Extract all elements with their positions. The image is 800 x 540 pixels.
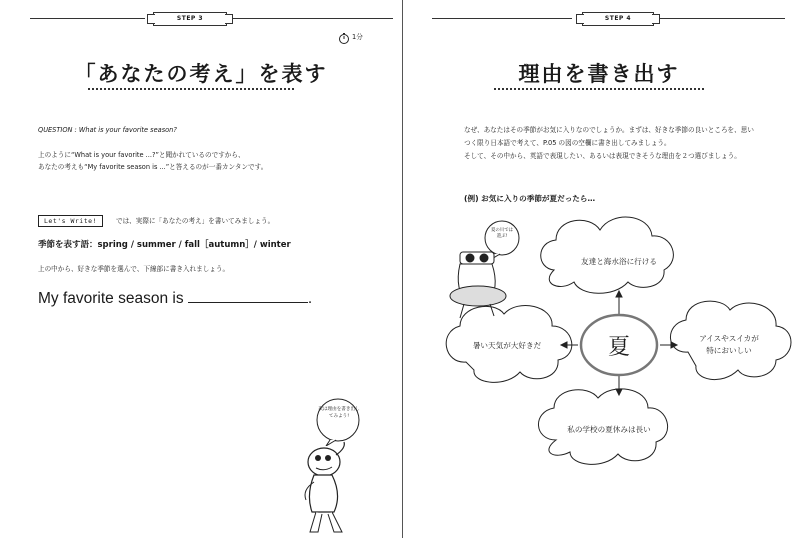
answer-sentence bbox=[38, 290, 312, 308]
question: QUESTION : What is your favorite season? bbox=[38, 126, 177, 134]
step-ribbon: STEP 4 bbox=[582, 12, 654, 26]
timer-icon bbox=[338, 29, 350, 48]
timer-label: 1分 bbox=[352, 33, 363, 41]
cloud-right-line-1: アイスやスイカが bbox=[699, 334, 759, 343]
intro-line-3: そして、その中から、英語で表現したい、あるいは表現できそうな理由を２つ選びましょう。 bbox=[464, 152, 741, 160]
intro-line-2: つく限り日本語で考えて、P.05 の図の空欄に書き出してみましょう。 bbox=[464, 139, 671, 147]
right-page bbox=[404, 0, 800, 538]
cloud-right-text bbox=[684, 333, 774, 357]
answer-blank[interactable] bbox=[188, 290, 308, 303]
mascot-character-left bbox=[296, 440, 356, 540]
title-underline bbox=[88, 88, 294, 90]
cloud-top-text: 友達と海水浴に行ける bbox=[581, 257, 657, 266]
season-words: 季節を表す語：spring / summer / fall［autumn］/ winter bbox=[38, 240, 291, 250]
step-ribbon: STEP 3 bbox=[153, 12, 227, 26]
page-title: 「あなたの考え」を表す bbox=[74, 61, 328, 86]
example-heading: (例) お気に入りの季節が夏だったら… bbox=[464, 194, 596, 203]
sentence-period: . bbox=[307, 290, 313, 307]
speech-bubble-text: 次は理由を書き出してみよう! bbox=[318, 407, 360, 419]
step-rule-left bbox=[432, 18, 572, 19]
title-underline bbox=[494, 88, 704, 90]
page-title: 理由を書き出す bbox=[518, 61, 680, 86]
step-rule-right bbox=[660, 18, 785, 19]
cloud-bottom-text: 私の学校の夏休みは長い bbox=[567, 425, 651, 434]
page-gutter bbox=[402, 0, 403, 538]
lets-write-note: では、実際に「あなたの考え」を書いてみましょう。 bbox=[116, 217, 275, 225]
cloud-right-line-2: 特においしい bbox=[706, 346, 752, 355]
step-rule-right bbox=[233, 18, 393, 19]
cloud-left-text: 暑い天気が大好きだ bbox=[472, 341, 542, 350]
speech-bubble-text: 夏の川では遊ぶ! bbox=[491, 228, 513, 239]
center-season: 夏 bbox=[607, 335, 630, 360]
sentence-text: My favorite season is bbox=[38, 290, 184, 307]
mind-map-diagram bbox=[404, 200, 800, 538]
intro-line-2: あなたの考えも“My favorite season is ...”と答えるのが一番カンタンです。 bbox=[38, 163, 268, 171]
step-rule-left bbox=[30, 18, 145, 19]
intro-line-1: 上のように“What is your favorite ...?”と聞かれているのですから、 bbox=[38, 151, 245, 159]
instruction: 上の中から、好きな季節を選んで、下線部に書き入れましょう。 bbox=[38, 265, 230, 273]
intro-line-1: なぜ、あなたはその季節がお気に入りなのでしょうか。まずは、好きな季節の良いところを、思い bbox=[464, 126, 754, 134]
lets-write-badge: Let's Write! bbox=[38, 215, 103, 227]
